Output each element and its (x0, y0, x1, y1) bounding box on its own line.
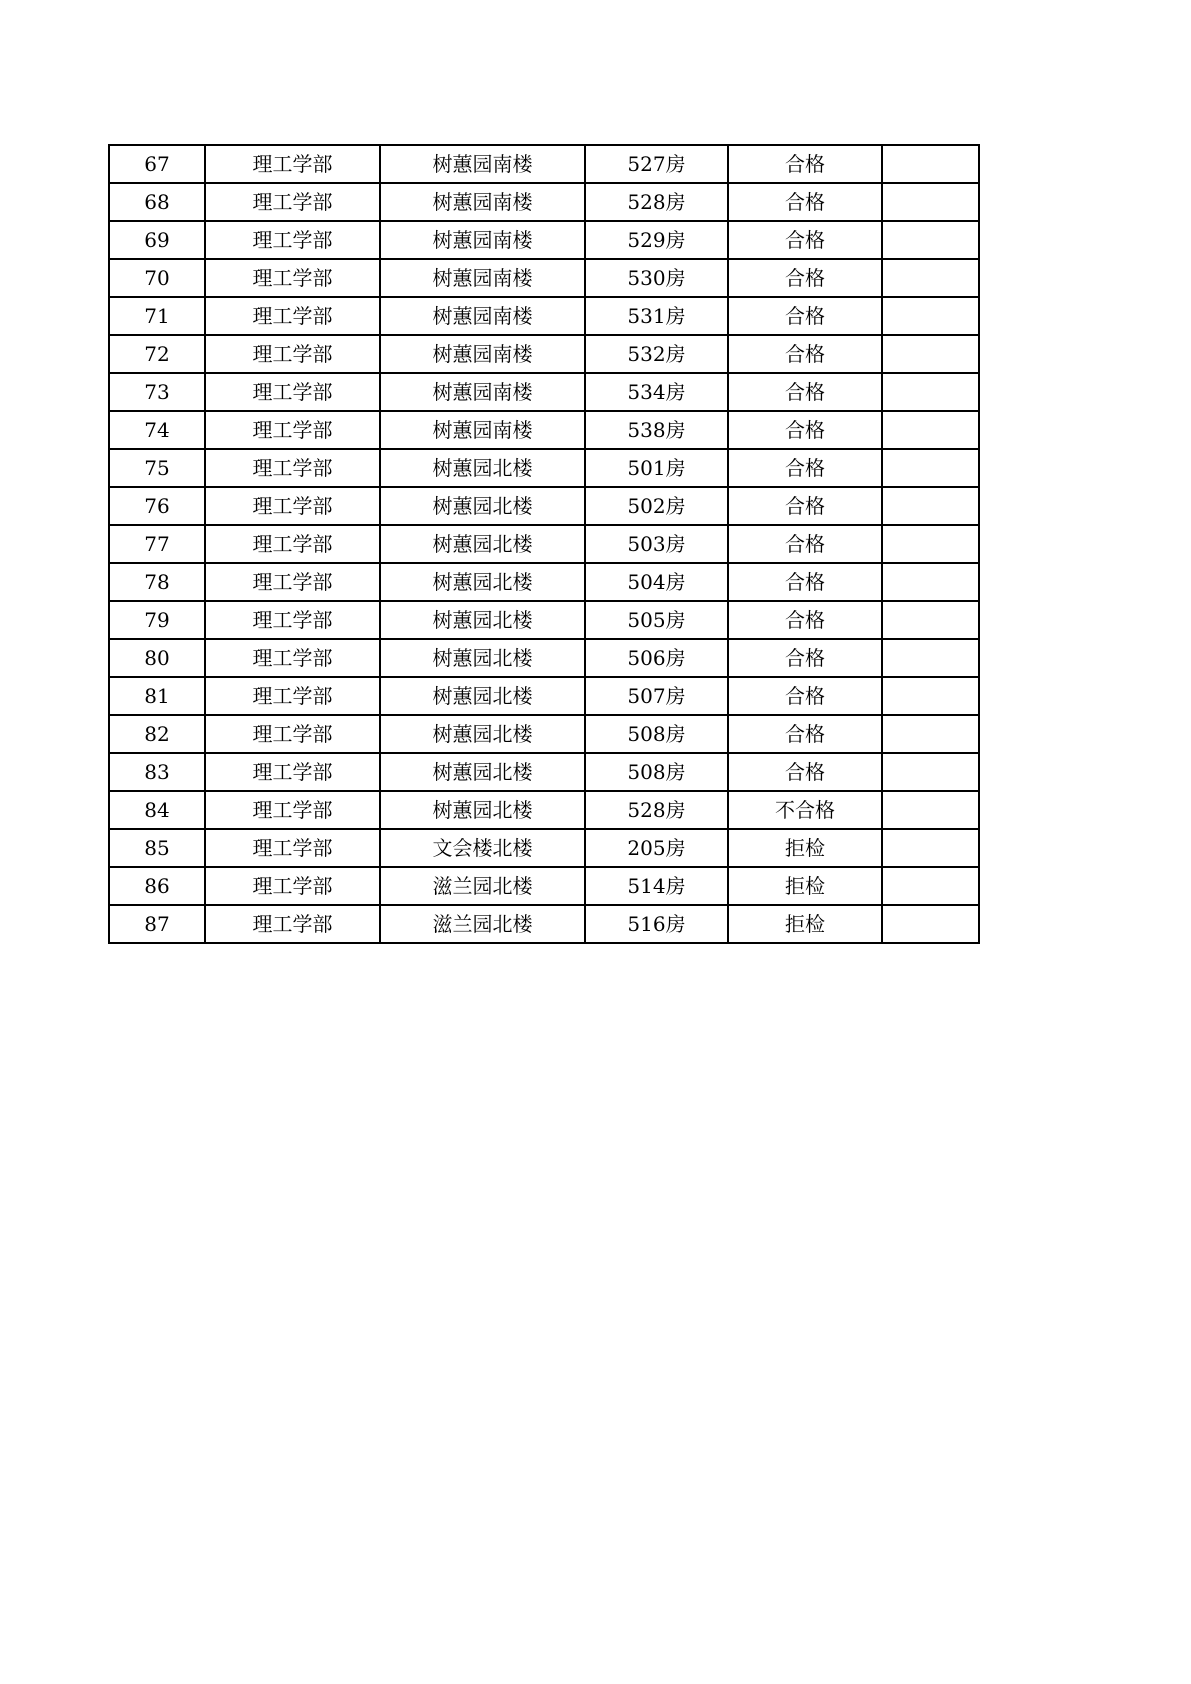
row-number-cell: 70 (109, 259, 205, 297)
room-cell: 528房 (585, 791, 728, 829)
result-cell: 合格 (728, 525, 882, 563)
row-number-cell: 72 (109, 335, 205, 373)
note-cell (882, 639, 979, 677)
row-number-cell: 87 (109, 905, 205, 943)
table-row (109, 487, 979, 525)
table-row (109, 525, 979, 563)
building-cell: 树蕙园南楼 (380, 221, 585, 259)
note-cell (882, 753, 979, 791)
department-cell: 理工学部 (205, 259, 380, 297)
result-cell: 合格 (728, 715, 882, 753)
table-row (109, 297, 979, 335)
result-cell: 合格 (728, 601, 882, 639)
room-cell: 503房 (585, 525, 728, 563)
table-row (109, 373, 979, 411)
table-row (109, 449, 979, 487)
table-row (109, 867, 979, 905)
result-cell: 合格 (728, 677, 882, 715)
result-cell: 合格 (728, 145, 882, 183)
row-number-cell: 73 (109, 373, 205, 411)
department-cell: 理工学部 (205, 145, 380, 183)
department-cell: 理工学部 (205, 297, 380, 335)
table-row (109, 411, 979, 449)
department-cell: 理工学部 (205, 563, 380, 601)
building-cell: 滋兰园北楼 (380, 867, 585, 905)
building-cell: 滋兰园北楼 (380, 905, 585, 943)
row-number-cell: 78 (109, 563, 205, 601)
row-number-cell: 69 (109, 221, 205, 259)
row-number-cell: 86 (109, 867, 205, 905)
building-cell: 树蕙园北楼 (380, 601, 585, 639)
table-row (109, 905, 979, 943)
note-cell (882, 183, 979, 221)
room-cell: 508房 (585, 753, 728, 791)
note-cell (882, 449, 979, 487)
room-cell: 530房 (585, 259, 728, 297)
row-number-cell: 74 (109, 411, 205, 449)
building-cell: 树蕙园南楼 (380, 183, 585, 221)
result-cell: 合格 (728, 639, 882, 677)
department-cell: 理工学部 (205, 221, 380, 259)
building-cell: 文会楼北楼 (380, 829, 585, 867)
room-cell: 504房 (585, 563, 728, 601)
table-row (109, 183, 979, 221)
department-cell: 理工学部 (205, 449, 380, 487)
table-row (109, 715, 979, 753)
building-cell: 树蕙园南楼 (380, 335, 585, 373)
department-cell: 理工学部 (205, 183, 380, 221)
row-number-cell: 80 (109, 639, 205, 677)
row-number-cell: 79 (109, 601, 205, 639)
row-number-cell: 71 (109, 297, 205, 335)
row-number-cell: 82 (109, 715, 205, 753)
room-cell: 507房 (585, 677, 728, 715)
note-cell (882, 221, 979, 259)
result-cell: 合格 (728, 487, 882, 525)
table-row (109, 335, 979, 373)
department-cell: 理工学部 (205, 715, 380, 753)
result-cell: 合格 (728, 753, 882, 791)
building-cell: 树蕙园北楼 (380, 677, 585, 715)
building-cell: 树蕙园南楼 (380, 297, 585, 335)
room-cell: 502房 (585, 487, 728, 525)
department-cell: 理工学部 (205, 905, 380, 943)
department-cell: 理工学部 (205, 791, 380, 829)
room-cell: 529房 (585, 221, 728, 259)
table-row (109, 753, 979, 791)
result-cell: 合格 (728, 373, 882, 411)
room-cell: 532房 (585, 335, 728, 373)
department-cell: 理工学部 (205, 867, 380, 905)
note-cell (882, 791, 979, 829)
building-cell: 树蕙园北楼 (380, 449, 585, 487)
row-number-cell: 68 (109, 183, 205, 221)
department-cell: 理工学部 (205, 601, 380, 639)
room-cell: 534房 (585, 373, 728, 411)
result-cell: 合格 (728, 259, 882, 297)
table-row (109, 791, 979, 829)
result-cell: 拒检 (728, 867, 882, 905)
row-number-cell: 75 (109, 449, 205, 487)
note-cell (882, 905, 979, 943)
note-cell (882, 297, 979, 335)
room-cell: 531房 (585, 297, 728, 335)
room-cell: 506房 (585, 639, 728, 677)
room-cell: 538房 (585, 411, 728, 449)
building-cell: 树蕙园南楼 (380, 145, 585, 183)
department-cell: 理工学部 (205, 677, 380, 715)
result-cell: 合格 (728, 411, 882, 449)
note-cell (882, 563, 979, 601)
note-cell (882, 411, 979, 449)
building-cell: 树蕙园南楼 (380, 373, 585, 411)
room-cell: 205房 (585, 829, 728, 867)
row-number-cell: 81 (109, 677, 205, 715)
note-cell (882, 335, 979, 373)
table-body (109, 145, 979, 943)
table-row (109, 677, 979, 715)
building-cell: 树蕙园北楼 (380, 791, 585, 829)
department-cell: 理工学部 (205, 487, 380, 525)
note-cell (882, 829, 979, 867)
result-cell: 合格 (728, 563, 882, 601)
building-cell: 树蕙园北楼 (380, 715, 585, 753)
department-cell: 理工学部 (205, 525, 380, 563)
room-cell: 505房 (585, 601, 728, 639)
row-number-cell: 85 (109, 829, 205, 867)
note-cell (882, 373, 979, 411)
note-cell (882, 525, 979, 563)
row-number-cell: 76 (109, 487, 205, 525)
building-cell: 树蕙园北楼 (380, 639, 585, 677)
table-row (109, 639, 979, 677)
building-cell: 树蕙园北楼 (380, 563, 585, 601)
result-cell: 拒检 (728, 829, 882, 867)
room-cell: 527房 (585, 145, 728, 183)
department-cell: 理工学部 (205, 335, 380, 373)
department-cell: 理工学部 (205, 753, 380, 791)
note-cell (882, 259, 979, 297)
result-cell: 合格 (728, 221, 882, 259)
result-cell: 拒检 (728, 905, 882, 943)
building-cell: 树蕙园北楼 (380, 753, 585, 791)
room-cell: 514房 (585, 867, 728, 905)
inspection-table (108, 144, 980, 944)
result-cell: 合格 (728, 449, 882, 487)
room-cell: 528房 (585, 183, 728, 221)
note-cell (882, 867, 979, 905)
department-cell: 理工学部 (205, 639, 380, 677)
table-row (109, 145, 979, 183)
note-cell (882, 145, 979, 183)
department-cell: 理工学部 (205, 411, 380, 449)
building-cell: 树蕙园北楼 (380, 525, 585, 563)
department-cell: 理工学部 (205, 373, 380, 411)
building-cell: 树蕙园南楼 (380, 259, 585, 297)
result-cell: 合格 (728, 335, 882, 373)
row-number-cell: 77 (109, 525, 205, 563)
room-cell: 516房 (585, 905, 728, 943)
note-cell (882, 487, 979, 525)
result-cell: 合格 (728, 297, 882, 335)
row-number-cell: 67 (109, 145, 205, 183)
result-cell: 不合格 (728, 791, 882, 829)
row-number-cell: 83 (109, 753, 205, 791)
room-cell: 508房 (585, 715, 728, 753)
table-row (109, 259, 979, 297)
room-cell: 501房 (585, 449, 728, 487)
table-row (109, 221, 979, 259)
note-cell (882, 715, 979, 753)
building-cell: 树蕙园南楼 (380, 411, 585, 449)
department-cell: 理工学部 (205, 829, 380, 867)
building-cell: 树蕙园北楼 (380, 487, 585, 525)
note-cell (882, 601, 979, 639)
table-row (109, 601, 979, 639)
table-row (109, 829, 979, 867)
table-row (109, 563, 979, 601)
row-number-cell: 84 (109, 791, 205, 829)
note-cell (882, 677, 979, 715)
result-cell: 合格 (728, 183, 882, 221)
